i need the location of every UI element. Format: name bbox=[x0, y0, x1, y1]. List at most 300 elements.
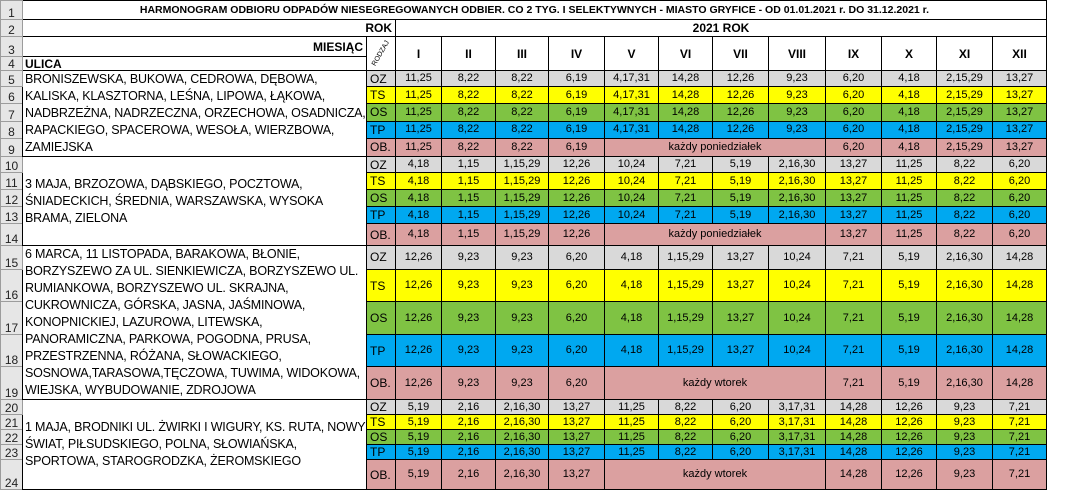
waste-type[interactable]: OB. bbox=[367, 460, 396, 490]
pickup-dates[interactable]: 7,21 bbox=[993, 460, 1047, 490]
pickup-dates[interactable]: 7,21 bbox=[993, 415, 1047, 430]
pickup-dates[interactable]: 5,19 bbox=[396, 415, 442, 430]
pickup-dates[interactable]: 6,19 bbox=[549, 87, 605, 104]
pickup-dates[interactable]: 4,18 bbox=[396, 224, 442, 246]
pickup-dates[interactable]: 7,21 bbox=[826, 302, 882, 335]
pickup-dates[interactable]: 13,27 bbox=[713, 302, 769, 335]
pickup-dates[interactable]: 11,25 bbox=[882, 190, 937, 207]
pickup-dates[interactable]: 6,20 bbox=[549, 246, 605, 270]
pickup-dates[interactable]: 2,16,30 bbox=[496, 415, 549, 430]
pickup-dates[interactable]: 10,24 bbox=[605, 190, 659, 207]
pickup-dates[interactable]: 8,22 bbox=[937, 190, 993, 207]
pickup-dates[interactable]: 11,25 bbox=[396, 87, 442, 104]
pickup-dates[interactable]: 4,18 bbox=[396, 157, 442, 173]
pickup-dates[interactable]: 4,18 bbox=[396, 207, 442, 224]
month-header[interactable]: V bbox=[605, 37, 659, 71]
pickup-dates[interactable]: 13,27 bbox=[993, 87, 1047, 104]
pickup-dates[interactable]: 13,27 bbox=[549, 460, 605, 490]
pickup-dates[interactable]: 1,15 bbox=[442, 190, 496, 207]
pickup-dates[interactable]: 8,22 bbox=[442, 121, 496, 138]
pickup-dates[interactable]: 8,22 bbox=[659, 400, 713, 415]
pickup-dates[interactable]: 7,21 bbox=[826, 246, 882, 270]
pickup-dates[interactable]: 11,25 bbox=[882, 207, 937, 224]
pickup-dates[interactable]: 6,20 bbox=[826, 138, 882, 156]
pickup-dates[interactable]: 6,20 bbox=[826, 71, 882, 87]
pickup-dates[interactable]: 6,20 bbox=[549, 302, 605, 335]
row-number[interactable]: 1 bbox=[1, 1, 23, 20]
pickup-dates[interactable]: 5,19 bbox=[882, 246, 937, 270]
pickup-dates[interactable]: 13,27 bbox=[713, 269, 769, 302]
pickup-dates[interactable]: 4,17,31 bbox=[605, 87, 659, 104]
pickup-dates[interactable]: 12,26 bbox=[713, 121, 769, 138]
pickup-dates[interactable]: 10,24 bbox=[769, 269, 826, 302]
pickup-dates[interactable]: 12,26 bbox=[882, 430, 937, 445]
pickup-dates[interactable]: 13,27 bbox=[826, 207, 882, 224]
pickup-dates[interactable]: 7,21 bbox=[659, 173, 713, 190]
pickup-dates[interactable]: 12,26 bbox=[396, 302, 442, 335]
pickup-dates[interactable]: 9,23 bbox=[496, 302, 549, 335]
pickup-dates[interactable]: 8,22 bbox=[496, 121, 549, 138]
pickup-dates[interactable]: 2,16,30 bbox=[769, 173, 826, 190]
pickup-dates[interactable]: 1,15,29 bbox=[659, 269, 713, 302]
ulica-label[interactable]: ULICA bbox=[23, 57, 367, 71]
pickup-dates[interactable]: 5,19 bbox=[713, 207, 769, 224]
waste-type[interactable]: TP bbox=[367, 334, 396, 367]
pickup-dates[interactable]: 9,23 bbox=[937, 415, 993, 430]
schedule-row bbox=[1, 157, 1047, 173]
pickup-dates[interactable]: 1,15 bbox=[442, 157, 496, 173]
pickup-dates[interactable]: 8,22 bbox=[496, 87, 549, 104]
month-header[interactable]: II bbox=[442, 37, 496, 71]
pickup-dates[interactable]: 1,15,29 bbox=[496, 224, 549, 246]
row-number[interactable]: 24 bbox=[1, 460, 23, 490]
pickup-dates[interactable]: 6,19 bbox=[549, 138, 605, 156]
pickup-dates[interactable]: 2,16,30 bbox=[937, 334, 993, 367]
waste-type[interactable]: OS bbox=[367, 190, 396, 207]
month-header[interactable]: VIII bbox=[769, 37, 826, 71]
pickup-dates[interactable]: 6,20 bbox=[826, 104, 882, 121]
row-number[interactable]: 14 bbox=[1, 224, 23, 246]
pickup-dates[interactable]: 12,26 bbox=[713, 71, 769, 87]
pickup-dates[interactable]: 4,18 bbox=[882, 87, 937, 104]
street-list[interactable]: 6 MARCA, 11 LISTOPADA, BARAKOWA, BŁONIE, BORZYSZEWO ZA UL. SIENKIEWICZA, BORZYSZEWO UL. RUMIANKOWA, BORZYSZEWO UL. SKRAJNA, CUKROWNICZA, GÓRSKA, JASNA, JAŚMINOWA, KONOPNICKIEJ, LAZUROWA, LITEWSKA, PANORAMICZNA, PARKOWA, POGODNA, PRUSA, PRZESTRZENNA, RÓŻANA, SŁOWACKIEGO, SOSNOWA,TARASOWA,TĘCZOWA, TUWIMA, WIDOKOWA, WIEJSKA, WYBUDOWANIE, ZDROJOWA bbox=[23, 246, 367, 400]
month-header[interactable]: IX bbox=[826, 37, 882, 71]
pickup-dates[interactable]: 9,23 bbox=[442, 246, 496, 270]
pickup-dates[interactable]: 4,17,31 bbox=[605, 104, 659, 121]
pickup-dates[interactable]: 2,16 bbox=[442, 445, 496, 460]
waste-type[interactable]: TP bbox=[367, 207, 396, 224]
pickup-dates[interactable]: 10,24 bbox=[769, 334, 826, 367]
pickup-dates[interactable]: 11,25 bbox=[396, 71, 442, 87]
row-number[interactable]: 8 bbox=[1, 121, 23, 138]
waste-type[interactable]: OZ bbox=[367, 157, 396, 173]
month-header[interactable]: XII bbox=[993, 37, 1047, 71]
pickup-dates[interactable]: 7,21 bbox=[826, 269, 882, 302]
pickup-dates[interactable]: 13,27 bbox=[826, 173, 882, 190]
pickup-dates[interactable]: 6,20 bbox=[826, 87, 882, 104]
pickup-dates[interactable]: 7,21 bbox=[659, 190, 713, 207]
pickup-dates[interactable]: 12,26 bbox=[882, 445, 937, 460]
waste-type[interactable]: OZ bbox=[367, 400, 396, 415]
pickup-dates[interactable]: 12,26 bbox=[396, 269, 442, 302]
pickup-dates[interactable]: 14,28 bbox=[659, 104, 713, 121]
month-header[interactable]: I bbox=[396, 37, 442, 71]
pickup-dates[interactable]: 11,25 bbox=[882, 173, 937, 190]
pickup-dates[interactable]: 1,15 bbox=[442, 207, 496, 224]
pickup-dates[interactable]: 12,26 bbox=[549, 224, 605, 246]
pickup-dates[interactable]: 6,19 bbox=[549, 104, 605, 121]
pickup-dates[interactable]: 6,20 bbox=[549, 367, 605, 400]
pickup-dates[interactable]: 4,17,31 bbox=[605, 121, 659, 138]
year-label[interactable]: 2021 ROK bbox=[396, 20, 1047, 37]
month-header[interactable]: IV bbox=[549, 37, 605, 71]
pickup-dates[interactable]: 2,16 bbox=[442, 400, 496, 415]
pickup-dates[interactable]: 5,19 bbox=[713, 190, 769, 207]
pickup-dates[interactable]: 3,17,31 bbox=[769, 445, 826, 460]
pickup-dates[interactable]: 9,23 bbox=[769, 71, 826, 87]
pickup-dates[interactable]: 4,18 bbox=[605, 246, 659, 270]
pickup-dates[interactable]: 11,25 bbox=[605, 415, 659, 430]
pickup-dates[interactable]: 14,28 bbox=[826, 415, 882, 430]
pickup-dates[interactable]: 4,18 bbox=[605, 302, 659, 335]
rodzaj-text: RODZAJ bbox=[370, 39, 392, 68]
pickup-dates[interactable]: 7,21 bbox=[659, 207, 713, 224]
pickup-dates[interactable]: 4,18 bbox=[605, 334, 659, 367]
pickup-dates[interactable]: 12,26 bbox=[713, 87, 769, 104]
row-number[interactable]: 17 bbox=[1, 302, 23, 335]
pickup-dates[interactable]: 6,20 bbox=[713, 445, 769, 460]
schedule-row bbox=[1, 400, 1047, 415]
pickup-dates[interactable]: 4,18 bbox=[605, 269, 659, 302]
waste-type[interactable]: TS bbox=[367, 173, 396, 190]
pickup-dates[interactable]: 6,20 bbox=[993, 173, 1047, 190]
pickup-dates[interactable]: 5,19 bbox=[713, 157, 769, 173]
waste-type[interactable]: TS bbox=[367, 269, 396, 302]
pickup-dates[interactable]: 14,28 bbox=[826, 400, 882, 415]
pickup-dates[interactable]: 6,19 bbox=[549, 71, 605, 87]
pickup-dates[interactable]: 8,22 bbox=[659, 430, 713, 445]
waste-type[interactable]: OB. bbox=[367, 367, 396, 400]
pickup-dates[interactable]: 8,22 bbox=[659, 445, 713, 460]
pickup-dates[interactable]: 5,19 bbox=[396, 460, 442, 490]
street-list[interactable]: 1 MAJA, BRODNIKI UL. ŻWIRKI I WIGURY, KS. RUTA, NOWY ŚWIAT, PIŁSUDSKIEGO, POLNA, SŁOWIAŃSKA, SPORTOWA, STAROGRODZKA, ŻEROMSKIEGO bbox=[23, 400, 367, 490]
pickup-dates[interactable]: 13,27 bbox=[549, 400, 605, 415]
row-number[interactable]: 10 bbox=[1, 157, 23, 173]
pickup-dates[interactable]: 5,19 bbox=[396, 445, 442, 460]
pickup-dates[interactable]: 12,26 bbox=[713, 104, 769, 121]
pickup-dates[interactable]: 6,20 bbox=[549, 334, 605, 367]
pickup-dates[interactable]: 7,21 bbox=[659, 157, 713, 173]
row-number[interactable]: 11 bbox=[1, 173, 23, 190]
pickup-dates[interactable]: 1,15,29 bbox=[659, 302, 713, 335]
row-number[interactable]: 12 bbox=[1, 190, 23, 207]
pickup-dates[interactable]: 6,20 bbox=[993, 224, 1047, 246]
waste-type[interactable]: OB. bbox=[367, 138, 396, 156]
pickup-dates[interactable]: 9,23 bbox=[496, 367, 549, 400]
pickup-dates[interactable]: 1,15,29 bbox=[496, 207, 549, 224]
pickup-dates[interactable]: 2,16 bbox=[442, 430, 496, 445]
pickup-dates[interactable]: 2,15,29 bbox=[937, 71, 993, 87]
pickup-dates[interactable]: 13,27 bbox=[713, 334, 769, 367]
pickup-note[interactable]: każdy wtorek bbox=[605, 367, 826, 400]
pickup-dates[interactable]: 2,16,30 bbox=[496, 400, 549, 415]
pickup-dates[interactable]: 1,15 bbox=[442, 224, 496, 246]
pickup-dates[interactable]: 9,23 bbox=[442, 334, 496, 367]
pickup-dates[interactable]: 5,19 bbox=[882, 269, 937, 302]
pickup-dates[interactable]: 7,21 bbox=[826, 367, 882, 400]
schedule-title[interactable]: HARMONOGRAM ODBIORU ODPADÓW NIESEGREGOWANYCH ODBIER. CO 2 TYG. I SELEKTYWNYCH - MIASTO GRYFICE - OD 01.01.2021 r. DO 31.12.2021 r. bbox=[23, 1, 1047, 20]
row-number[interactable]: 3 bbox=[1, 37, 23, 57]
pickup-dates[interactable]: 2,15,29 bbox=[937, 87, 993, 104]
pickup-dates[interactable]: 12,26 bbox=[396, 367, 442, 400]
month-header[interactable]: XI bbox=[937, 37, 993, 71]
pickup-dates[interactable]: 7,21 bbox=[993, 400, 1047, 415]
pickup-dates[interactable]: 9,23 bbox=[769, 121, 826, 138]
pickup-dates[interactable]: 10,24 bbox=[605, 157, 659, 173]
pickup-dates[interactable]: 2,16,30 bbox=[937, 302, 993, 335]
row-number[interactable]: 16 bbox=[1, 269, 23, 302]
pickup-dates[interactable]: 9,23 bbox=[496, 334, 549, 367]
pickup-dates[interactable]: 12,26 bbox=[549, 190, 605, 207]
pickup-dates[interactable]: 6,20 bbox=[993, 157, 1047, 173]
waste-type[interactable]: OZ bbox=[367, 71, 396, 87]
pickup-dates[interactable]: 12,26 bbox=[549, 157, 605, 173]
row-number[interactable]: 6 bbox=[1, 87, 23, 104]
pickup-dates[interactable]: 9,23 bbox=[442, 367, 496, 400]
pickup-dates[interactable]: 14,28 bbox=[659, 121, 713, 138]
pickup-dates[interactable]: 14,28 bbox=[993, 302, 1047, 335]
row-number[interactable]: 18 bbox=[1, 334, 23, 367]
rodzaj-label[interactable] bbox=[367, 37, 396, 71]
pickup-dates[interactable]: 7,21 bbox=[993, 445, 1047, 460]
header-row-months bbox=[1, 37, 1047, 57]
pickup-dates[interactable]: 9,23 bbox=[937, 445, 993, 460]
month-header[interactable]: III bbox=[496, 37, 549, 71]
pickup-dates[interactable]: 8,22 bbox=[937, 207, 993, 224]
pickup-dates[interactable]: 8,22 bbox=[937, 224, 993, 246]
schedule-row bbox=[1, 71, 1047, 87]
pickup-dates[interactable]: 5,19 bbox=[396, 400, 442, 415]
row-number[interactable]: 13 bbox=[1, 207, 23, 224]
pickup-dates[interactable]: 6,20 bbox=[993, 190, 1047, 207]
pickup-dates[interactable]: 8,22 bbox=[442, 71, 496, 87]
pickup-dates[interactable]: 8,22 bbox=[442, 138, 496, 156]
pickup-dates[interactable]: 5,19 bbox=[713, 173, 769, 190]
pickup-dates[interactable]: 3,17,31 bbox=[769, 415, 826, 430]
row-number[interactable]: 21 bbox=[1, 415, 23, 430]
pickup-dates[interactable]: 2,16 bbox=[442, 460, 496, 490]
waste-type[interactable]: TP bbox=[367, 121, 396, 138]
pickup-dates[interactable]: 12,26 bbox=[882, 460, 937, 490]
pickup-dates[interactable]: 10,24 bbox=[769, 302, 826, 335]
pickup-dates[interactable]: 2,16,30 bbox=[496, 430, 549, 445]
pickup-dates[interactable]: 2,16,30 bbox=[769, 207, 826, 224]
pickup-dates[interactable]: 13,27 bbox=[993, 71, 1047, 87]
pickup-dates[interactable]: 4,18 bbox=[396, 190, 442, 207]
pickup-dates[interactable]: 9,23 bbox=[937, 460, 993, 490]
pickup-dates[interactable]: 7,21 bbox=[826, 334, 882, 367]
waste-type[interactable]: TS bbox=[367, 87, 396, 104]
waste-type[interactable]: TP bbox=[367, 445, 396, 460]
pickup-dates[interactable]: 12,26 bbox=[882, 415, 937, 430]
pickup-dates[interactable]: 3,17,31 bbox=[769, 430, 826, 445]
pickup-dates[interactable]: 13,27 bbox=[826, 157, 882, 173]
waste-type[interactable]: OS bbox=[367, 430, 396, 445]
pickup-dates[interactable]: 10,24 bbox=[769, 246, 826, 270]
pickup-dates[interactable]: 11,25 bbox=[882, 157, 937, 173]
pickup-dates[interactable]: 5,19 bbox=[882, 302, 937, 335]
pickup-dates[interactable]: 14,28 bbox=[659, 71, 713, 87]
row-number[interactable]: 2 bbox=[1, 20, 23, 37]
pickup-dates[interactable]: 12,26 bbox=[396, 334, 442, 367]
pickup-dates[interactable]: 14,28 bbox=[659, 87, 713, 104]
pickup-dates[interactable]: 1,15,29 bbox=[496, 173, 549, 190]
month-header[interactable]: VI bbox=[659, 37, 713, 71]
pickup-dates[interactable]: 12,26 bbox=[549, 207, 605, 224]
pickup-note[interactable]: każdy poniedziałek bbox=[605, 138, 826, 156]
pickup-dates[interactable]: 8,22 bbox=[496, 138, 549, 156]
pickup-dates[interactable]: 13,27 bbox=[993, 104, 1047, 121]
pickup-dates[interactable]: 6,20 bbox=[713, 415, 769, 430]
pickup-dates[interactable]: 13,27 bbox=[993, 138, 1047, 156]
pickup-dates[interactable]: 11,25 bbox=[605, 400, 659, 415]
pickup-dates[interactable]: 5,19 bbox=[882, 334, 937, 367]
pickup-dates[interactable]: 8,22 bbox=[496, 71, 549, 87]
pickup-dates[interactable]: 1,15,29 bbox=[496, 190, 549, 207]
pickup-dates[interactable]: 8,22 bbox=[442, 87, 496, 104]
pickup-dates[interactable]: 4,18 bbox=[882, 104, 937, 121]
pickup-dates[interactable]: 9,23 bbox=[769, 104, 826, 121]
pickup-dates[interactable]: 2,16,30 bbox=[769, 190, 826, 207]
pickup-dates[interactable]: 14,28 bbox=[826, 445, 882, 460]
pickup-dates[interactable]: 12,26 bbox=[882, 400, 937, 415]
row-number[interactable]: 23 bbox=[1, 445, 23, 460]
pickup-dates[interactable]: 11,25 bbox=[396, 138, 442, 156]
pickup-dates[interactable]: 10,24 bbox=[605, 173, 659, 190]
pickup-dates[interactable]: 8,22 bbox=[496, 104, 549, 121]
pickup-dates[interactable]: 9,23 bbox=[496, 246, 549, 270]
pickup-dates[interactable]: 13,27 bbox=[826, 190, 882, 207]
pickup-dates[interactable]: 13,27 bbox=[549, 415, 605, 430]
pickup-dates[interactable]: 11,25 bbox=[605, 430, 659, 445]
pickup-dates[interactable]: 13,27 bbox=[549, 445, 605, 460]
pickup-dates[interactable]: 1,15 bbox=[442, 173, 496, 190]
pickup-dates[interactable]: 2,16 bbox=[442, 415, 496, 430]
pickup-dates[interactable]: 9,23 bbox=[496, 269, 549, 302]
pickup-dates[interactable]: 2,15,29 bbox=[937, 104, 993, 121]
pickup-dates[interactable]: 13,27 bbox=[826, 224, 882, 246]
pickup-dates[interactable]: 6,20 bbox=[826, 121, 882, 138]
pickup-dates[interactable]: 14,28 bbox=[993, 246, 1047, 270]
row-number[interactable]: 20 bbox=[1, 400, 23, 415]
row-number[interactable]: 7 bbox=[1, 104, 23, 121]
pickup-note[interactable]: każdy poniedziałek bbox=[605, 224, 826, 246]
pickup-dates[interactable]: 9,23 bbox=[769, 87, 826, 104]
pickup-dates[interactable]: 4,18 bbox=[882, 71, 937, 87]
pickup-dates[interactable]: 10,24 bbox=[605, 207, 659, 224]
row-number[interactable]: 15 bbox=[1, 246, 23, 270]
pickup-dates[interactable]: 2,16,30 bbox=[937, 246, 993, 270]
waste-type[interactable]: OS bbox=[367, 104, 396, 121]
pickup-dates[interactable]: 14,28 bbox=[993, 334, 1047, 367]
month-header[interactable]: X bbox=[882, 37, 937, 71]
pickup-dates[interactable]: 6,20 bbox=[713, 430, 769, 445]
pickup-dates[interactable]: 11,25 bbox=[882, 224, 937, 246]
pickup-dates[interactable]: 6,20 bbox=[549, 269, 605, 302]
pickup-dates[interactable]: 14,28 bbox=[993, 367, 1047, 400]
pickup-dates[interactable]: 2,16,30 bbox=[496, 445, 549, 460]
pickup-dates[interactable]: 2,15,29 bbox=[937, 138, 993, 156]
pickup-dates[interactable]: 12,26 bbox=[396, 246, 442, 270]
pickup-dates[interactable]: 9,23 bbox=[937, 430, 993, 445]
pickup-dates[interactable]: 2,16,30 bbox=[769, 157, 826, 173]
pickup-dates[interactable]: 1,15,29 bbox=[659, 246, 713, 270]
schedule-row bbox=[1, 246, 1047, 270]
pickup-dates[interactable]: 11,25 bbox=[396, 121, 442, 138]
street-list[interactable]: BRONISZEWSKA, BUKOWA, CEDROWA, DĘBOWA, KALISKA, KLASZTORNA, LEŚNA, LIPOWA, ŁĄKOWA, NADBRZEŻNA, NADRZECZNA, ORZECHOWA, OSADNICZA, RAPACKIEGO, SPACEROWA, WESOŁA, WIERZBOWA, ZAMIEJSKA bbox=[23, 71, 367, 157]
row-number[interactable]: 9 bbox=[1, 138, 23, 156]
pickup-dates[interactable]: 3,17,31 bbox=[769, 400, 826, 415]
pickup-dates[interactable]: 2,16,30 bbox=[937, 269, 993, 302]
pickup-dates[interactable]: 5,19 bbox=[882, 367, 937, 400]
pickup-dates[interactable]: 8,22 bbox=[659, 415, 713, 430]
rok-label[interactable]: ROK bbox=[23, 20, 396, 37]
pickup-dates[interactable]: 11,25 bbox=[396, 104, 442, 121]
pickup-dates[interactable]: 7,21 bbox=[993, 430, 1047, 445]
waste-type[interactable]: OB. bbox=[367, 224, 396, 246]
pickup-dates[interactable]: 9,23 bbox=[442, 269, 496, 302]
pickup-dates[interactable]: 8,22 bbox=[937, 157, 993, 173]
pickup-dates[interactable]: 8,22 bbox=[442, 104, 496, 121]
pickup-dates[interactable]: 14,28 bbox=[826, 430, 882, 445]
pickup-dates[interactable]: 2,15,29 bbox=[937, 121, 993, 138]
pickup-dates[interactable]: 2,16,30 bbox=[496, 460, 549, 490]
waste-type[interactable]: OZ bbox=[367, 246, 396, 270]
pickup-dates[interactable]: 1,15,29 bbox=[496, 157, 549, 173]
row-number[interactable]: 4 bbox=[1, 57, 23, 71]
pickup-dates[interactable]: 14,28 bbox=[993, 269, 1047, 302]
street-list[interactable]: 3 MAJA, BRZOZOWA, DĄBSKIEGO, POCZTOWA, ŚNIADECKICH, ŚREDNIA, WARSZAWSKA, WYSOKA BRAMA, ZIELONA bbox=[23, 157, 367, 246]
pickup-dates[interactable]: 13,27 bbox=[549, 430, 605, 445]
pickup-dates[interactable]: 12,26 bbox=[549, 173, 605, 190]
row-number[interactable]: 22 bbox=[1, 430, 23, 445]
pickup-dates[interactable]: 9,23 bbox=[442, 302, 496, 335]
pickup-dates[interactable]: 4,18 bbox=[882, 138, 937, 156]
row-number[interactable]: 5 bbox=[1, 71, 23, 87]
miesiac-label[interactable]: MIESIĄC bbox=[23, 37, 367, 57]
pickup-dates[interactable]: 8,22 bbox=[937, 173, 993, 190]
pickup-dates[interactable]: 14,28 bbox=[826, 460, 882, 490]
pickup-dates[interactable]: 6,20 bbox=[713, 400, 769, 415]
pickup-dates[interactable]: 4,18 bbox=[396, 173, 442, 190]
pickup-dates[interactable]: 9,23 bbox=[937, 400, 993, 415]
pickup-dates[interactable]: 11,25 bbox=[605, 445, 659, 460]
pickup-dates[interactable]: 13,27 bbox=[713, 246, 769, 270]
pickup-dates[interactable]: 4,17,31 bbox=[605, 71, 659, 87]
pickup-dates[interactable]: 6,19 bbox=[549, 121, 605, 138]
pickup-dates[interactable]: 13,27 bbox=[993, 121, 1047, 138]
pickup-dates[interactable]: 5,19 bbox=[396, 430, 442, 445]
pickup-note[interactable]: każdy wtorek bbox=[605, 460, 826, 490]
pickup-dates[interactable]: 1,15,29 bbox=[659, 334, 713, 367]
pickup-dates[interactable]: 6,20 bbox=[993, 207, 1047, 224]
row-number[interactable]: 19 bbox=[1, 367, 23, 400]
month-header[interactable]: VII bbox=[713, 37, 769, 71]
waste-type[interactable]: TS bbox=[367, 415, 396, 430]
pickup-dates[interactable]: 2,16,30 bbox=[937, 367, 993, 400]
waste-type[interactable]: OS bbox=[367, 302, 396, 335]
pickup-dates[interactable]: 4,18 bbox=[882, 121, 937, 138]
